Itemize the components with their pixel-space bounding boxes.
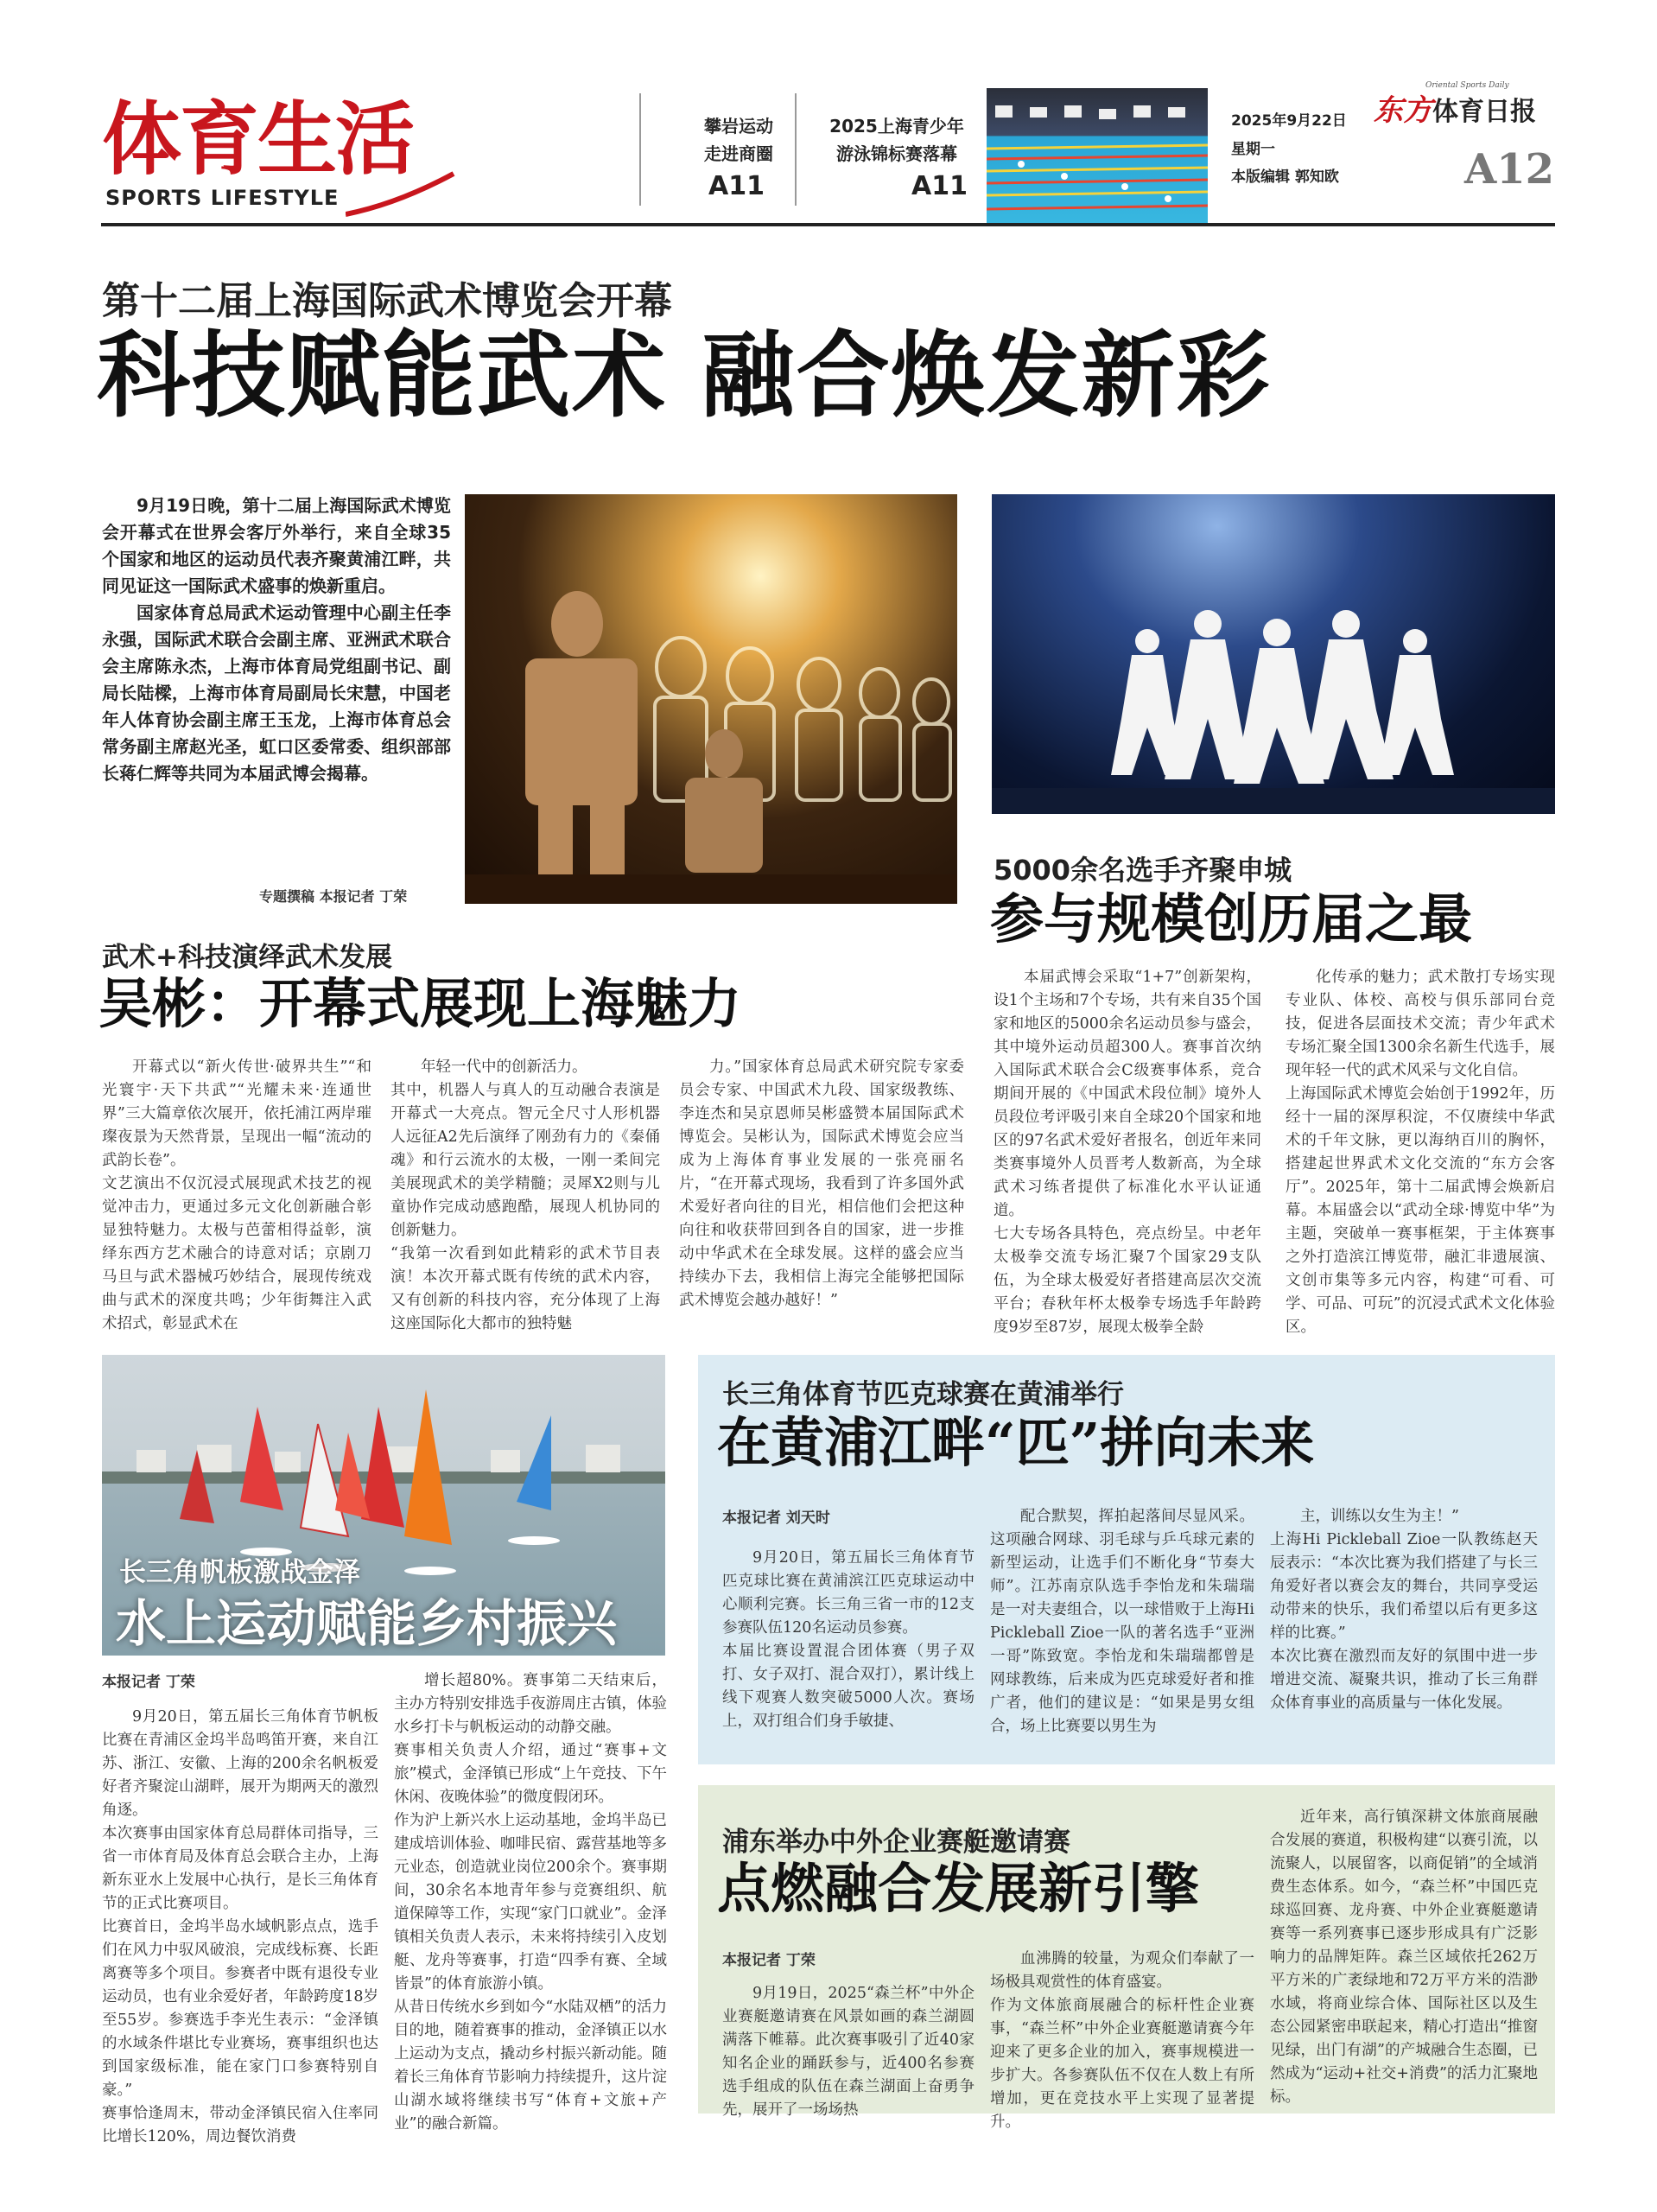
wu-column-1: 开幕式以“新火传世·破界共生”“和光寰宇·天下共武”“光耀未来·连通世界”三大篇章依次展开，依托浦江两岸璀璨夜景为天然背景，呈现出一幅“流动的武韵长卷”。 文艺演出不仅沉浸式展现武术技艺的视觉冲击力，更通过多元文化创新融合彰显独特魅力。太极与芭蕾相得益彰，演绎东西方艺术融合的诗意对话；京剧刀马旦与武术器械巧妙结合，展现传统戏曲与武术的深度共鸣；少年街舞注入武术招式，彰显武术在 xyxy=(102,1058,371,1332)
windsurfing-photo-icon xyxy=(102,1355,665,1656)
scale-kicker: 5000余名选手齐聚申城 xyxy=(994,854,1292,887)
paper-name-en: Oriental Sports Daily xyxy=(1425,81,1509,90)
rowing-kicker: 浦东举办中外企业赛艇邀请赛 xyxy=(722,1827,1070,1858)
lead-paragraph-1: 9月19日晚，第十二届上海国际武术博览会开幕式在世界会客厅外举行，来自全球35个国家和地区的运动员代表齐聚黄浦江畔，共同见证这一国际武术盛事的焕新重启。 xyxy=(102,495,451,596)
teaser-2-page[interactable]: A11 xyxy=(911,171,968,201)
teaser-1-title: 攀岩运动 走进商圈 xyxy=(704,116,773,164)
masthead-divider-1 xyxy=(639,93,641,206)
main-kicker: 第十二届上海国际武术博览会开幕 xyxy=(102,279,672,323)
issue-date: 2025年9月22日 xyxy=(1231,112,1347,130)
windsurf-byline: 本报记者 丁荣 xyxy=(102,1674,195,1691)
pickleball-column-2: 配合默契，挥拍起落间尽显风采。这项融合网球、羽毛球与乒乓球元素的新型运动，让选手们不断化身“节奏大师”。江苏南京队选手李怡龙和朱瑞瑞是一对夫妻组合，以一球惜败于上海Hi Pickleball Zioe一队的著名选手“亚洲一哥”陈致宽。李怡龙和朱瑞瑞都曾是网球教练，后来成为匹克球爱好者和推广者，他们的建议是：“如果是男女组合，场上比赛要以男生为 xyxy=(990,1508,1254,1735)
taichi-performance-photo-icon xyxy=(992,494,1555,814)
windsurf-column-2: 增长超80%。赛事第二天结束后，主办方特别安排选手夜游周庄古镇，体验水乡打卡与帆板运动的动静交融。 赛事相关负责人介绍，通过“赛事+文旅”模式，金泽镇已形成“上午竞技、下午休闲、夜晚体验”的微度假闭环。 作为沪上新兴水上运动基地，金坞半岛已建成培训体验、咖啡民宿、露营基地等多元业态，创造就业岗位200余个。赛事期间，30余名本地青年参与竞赛组织、航道保障等工作，实现“家门口就业”。金泽镇相关负责人表示，未来将持续引入皮划艇、龙舟等赛事，打造“四季有赛、全域皆景”的体育旅游小镇。 从昔日传统水乡到如今“水陆双栖”的活力目的地，随着赛事的推动，金泽镇正以水上运动为支点，撬动乡村振兴新动能。随着长三角体育节影响力持续提升，这片淀山湖水域将继续书写“体育+文旅+产业”的融合新篇。 xyxy=(394,1672,667,2133)
masthead-divider-2 xyxy=(795,93,797,206)
scale-headline: 参与规模创历届之最 xyxy=(990,887,1473,950)
swimming-pool-photo-icon xyxy=(987,88,1208,223)
wu-kicker: 武术+科技演绎武术发展 xyxy=(102,942,392,973)
rowing-column-2: 血沸腾的较量，为观众们奉献了一场极具观赏性的体育盛宴。 作为文体旅商展融合的标杆性企业赛事，“森兰杯”中外企业赛艇邀请赛今年迎来了更多企业的加入，赛事规模进一步扩大。各参赛队伍不仅在人数上有所增加，更在竞技水平上实现了显著提升。 xyxy=(990,1950,1254,2131)
windsurf-headline: 水上运动赋能乡村振兴 xyxy=(116,1594,618,1653)
terracotta-warrior-photo-icon xyxy=(465,494,957,904)
lead-byline: 专题撰稿 本报记者 丁荣 xyxy=(259,888,408,905)
issue-weekday: 星期一 xyxy=(1231,141,1275,158)
pickleball-kicker: 长三角体育节匹克球赛在黄浦举行 xyxy=(722,1379,1124,1410)
pickleball-headline: 在黄浦江畔“匹”拼向未来 xyxy=(717,1411,1315,1474)
windsurf-column-1: 9月20日，第五届长三角体育节帆板比赛在青浦区金坞半岛鸣笛开赛，来自江苏、浙江、安徽、上海的200余名帆板爱好者齐聚淀山湖畔，展开为期两天的激烈角逐。 本次赛事由国家体育总局群体司指导，三省一市体育局及体育总会联合主办，上海新东亚水上发展中心执行，是长三角体育节的正式比赛项目。 比赛首日，金坞半岛水域帆影点点，选手们在风力中驭风破浪，完成线标赛、长距离赛等多个项目。参赛者中既有退役专业运动员，也有业余爱好者，年龄跨度18岁至55岁。参赛选手李光生表示：“金泽镇的水域条件堪比专业赛场，赛事组织也达到国家级标准，能在家门口参赛特别自豪。” 赛事恰逢周末，带动金泽镇民宿入住率同比增长120%，周边餐饮消费 xyxy=(102,1708,378,2145)
paper-name-red: 东方 xyxy=(1374,93,1432,128)
main-headline: 科技赋能武术 融合焕发新彩 xyxy=(97,321,1272,430)
pickleball-column-1: 9月20日，第五届长三角体育节匹克球比赛在黄浦滨江匹克球运动中心顺利完赛。长三角三省一市的12支参赛队伍120名运动员参赛。 本届比赛设置混合团体赛（男子双打、女子双打、混合双打），累计线上线下观赛人数突破5000人次。赛场上，双打组合们身手敏捷、 xyxy=(722,1549,975,1730)
page-editor: 本版编辑 郭知欧 xyxy=(1231,168,1339,186)
pickleball-byline: 本报记者 刘天时 xyxy=(722,1510,830,1527)
rowing-headline: 点燃融合发展新引擎 xyxy=(717,1857,1200,1920)
rowing-column-3: 近年来，高行镇深耕文体旅商展融合发展的赛道，积极构建“以赛引流，以流聚人，以展留客，以商促销”的全域消费生态体系。如今，“森兰杯”中国匹克球巡回赛、龙舟赛、中外企业赛艇邀请赛等一系列赛事已逐步形成具有广泛影响力的品牌矩阵。森兰区域依托262万平方米的广袤绿地和72万平方米的浩渺水域，将商业综合体、国际社区以及生态公园紧密串联起来，精心打造出“推窗见绿，出门有湖”的产城融合生态圈，已然成为“运动+社交+消费”的活力汇聚地标。 xyxy=(1270,1808,1538,2106)
rowing-byline: 本报记者 丁荣 xyxy=(722,1952,816,1969)
page-number: A12 xyxy=(1464,145,1555,194)
paper-logo xyxy=(1374,86,1536,129)
wu-column-3: 力。”国家体育总局武术研究院专家委员会专家、中国武术九段、国家级教练、李连杰和吴京恩师吴彬盛赞本届国际武术博览会。吴彬认为，国际武术博览会应当成为上海体育事业发展的一张亮丽名片，“在开幕式现场，我看到了许多国外武术爱好者向往的目光，相信他们会把这种向往和收获带回到各自的国家，进一步推动中华武术在全球发展。这样的盛会应当持续办下去，我相信上海完全能够把国际武术博览会越办越好！” xyxy=(679,1058,964,1309)
rowing-column-1: 9月19日，2025“森兰杯”中外企业赛艇邀请赛在风景如画的森兰湖圆满落下帷幕。此次赛事吸引了近40家知名企业的踊跃参与，近400名参赛选手组成的队伍在森兰湖面上奋勇争先，展开了一场场热 xyxy=(722,1985,975,2119)
section-title: 体育生活 xyxy=(102,93,414,186)
masthead-rule xyxy=(101,223,1555,226)
wu-headline: 吴彬：开幕式展现上海魅力 xyxy=(98,972,742,1035)
teaser-2-title: 2025上海青少年 游泳锦标赛落幕 xyxy=(829,116,964,164)
paper-name-black: 体育日报 xyxy=(1432,97,1536,127)
lead-paragraph-2: 国家体育总局武术运动管理中心副主任李永强，国际武术联合会副主席、亚洲武术联合会主席陈永杰，上海市体育局党组副书记、副局长陆樑，上海市体育局副局长宋慧，中国老年人体育协会副主席王玉龙，上海市体育总会常务副主席赵光圣，虹口区委常委、组织部部长蒋仁辉等共同为本届武博会揭幕。 xyxy=(102,602,451,784)
swoosh-icon xyxy=(346,169,458,221)
teaser-1-page[interactable]: A11 xyxy=(708,171,765,201)
windsurf-kicker: 长三角帆板激战金泽 xyxy=(119,1557,360,1588)
lead-text xyxy=(102,493,451,787)
wu-column-2: 年轻一代中的创新活力。 其中，机器人与真人的互动融合表演是开幕式一大亮点。智元全尺寸人形机器人远征A2先后演绎了刚劲有力的《秦俑魂》和行云流水的太极，一刚一柔间完美展现武术的美学精髓；灵犀X2则与儿童协作完成动感跑酷，展现人机协同的创新魅力。 “我第一次看到如此精彩的武术节目表演！本次开幕式既有传统的武术内容，又有创新的科技内容，充分体现了上海这座国际化大都市的独特魅 xyxy=(390,1058,660,1332)
scale-column-1: 本届武博会采取“1+7”创新架构，设1个主场和7个专场，共有来自35个国家和地区的5000余名运动员参与盛会，其中境外运动员超300人。赛事首次纳入国际武术联合会C级赛事体系，竞合期间开展的《中国武术段位制》境外人员段位考评吸引来自全球20个国家和地区的97名武术爱好者报名，创近年来同类赛事境外人员晋考人数新高，为全球武术习练者提供了标准化水平认证通道。 七大专场各具特色，亮点纷呈。中老年太极拳交流专场汇聚7个国家29支队伍，为全球太极爱好者搭建高层次交流平台；春秋年杯太极拳专场选手年龄跨度9岁至87岁，展现太极拳全龄 xyxy=(994,969,1261,1336)
scale-column-2: 化传承的魅力；武术散打专场实现专业队、体校、高校与俱乐部同台竞技，促进各层面技术交流；青少年武术专场汇聚全国1300余名新生代选手，展现年轻一代的武术风采与文化自信。 上海国际武术博览会始创于1992年，历经十一届的深厚积淀，不仅赓续中华武术的千年文脉，更以海纳百川的胸怀，搭建起世界武术文化交流的“东方会客厅”。2025年，第十二届武博会焕新启幕。本届盛会以“武动全球·博览中华”为主题，突破单一赛事框架，于主体赛事之外打造滨江博览带，融汇非遗展演、文创市集等多元内容，构建“可看、可学、可品、可玩”的沉浸式武术文化体验区。 xyxy=(1286,969,1555,1336)
section-subtitle: SPORTS LIFESTYLE xyxy=(105,186,340,210)
pickleball-column-3: 主，训练以女生为主！” 上海Hi Pickleball Zioe一队教练赵天辰表示：“本次比赛为我们搭建了与长三角爱好者以赛会友的舞台，共同享受运动带来的快乐，我们希望以后有更多这样的比赛。” 本次比赛在激烈而友好的氛围中进一步增进交流、凝聚共识，推动了长三角群众体育事业的高质量与一体化发展。 xyxy=(1270,1508,1538,1712)
